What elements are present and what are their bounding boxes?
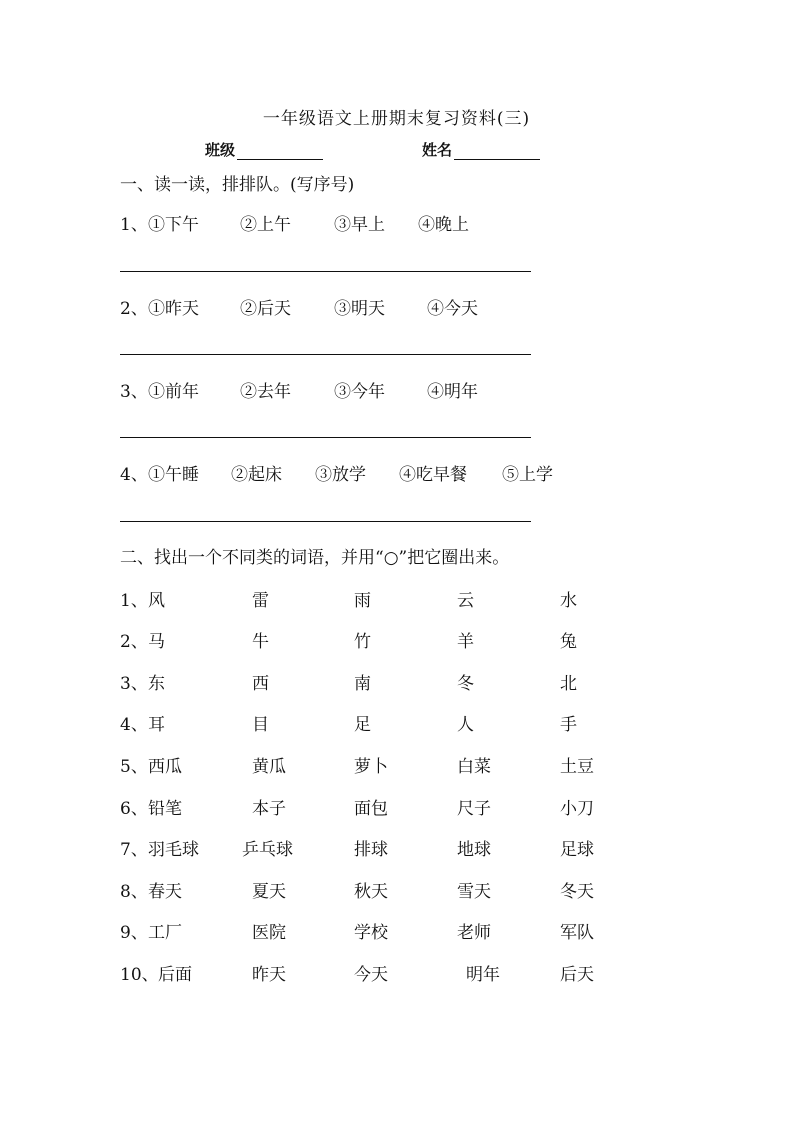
row-number: 8、 bbox=[120, 882, 148, 902]
word: 北 bbox=[560, 674, 577, 694]
word: 地球 bbox=[457, 840, 491, 860]
order-option: ②上午 bbox=[240, 215, 291, 235]
word: 牛 bbox=[252, 632, 269, 652]
order-option: ④晚上 bbox=[418, 215, 469, 235]
order-option: ①前年 bbox=[148, 382, 199, 402]
word: 雪天 bbox=[457, 882, 491, 902]
word: 萝卜 bbox=[354, 757, 388, 777]
word: 昨天 bbox=[252, 965, 286, 985]
word: 西 bbox=[252, 674, 269, 694]
order-option: ③放学 bbox=[315, 465, 366, 485]
answer-line bbox=[120, 271, 531, 272]
order-option: ④吃早餐 bbox=[399, 465, 467, 485]
word: 军队 bbox=[560, 923, 594, 943]
word: 云 bbox=[457, 591, 474, 611]
word: 后面 bbox=[158, 965, 192, 985]
word: 南 bbox=[354, 674, 371, 694]
word: 雷 bbox=[252, 591, 269, 611]
word: 老师 bbox=[457, 923, 491, 943]
order-option: ④明年 bbox=[427, 382, 478, 402]
word: 小刀 bbox=[560, 799, 594, 819]
word: 雨 bbox=[354, 591, 371, 611]
word: 东 bbox=[148, 674, 165, 694]
order-option: ②后天 bbox=[240, 299, 291, 319]
word: 足球 bbox=[560, 840, 594, 860]
order-option: ③明天 bbox=[334, 299, 385, 319]
order-option: ①下午 bbox=[148, 215, 199, 235]
row-number: 4、 bbox=[120, 715, 148, 735]
word: 黄瓜 bbox=[252, 757, 286, 777]
word: 冬 bbox=[457, 674, 474, 694]
word: 西瓜 bbox=[148, 757, 182, 777]
name-label: 姓名 bbox=[422, 141, 453, 159]
answer-line bbox=[120, 354, 531, 355]
order-option: ②起床 bbox=[231, 465, 282, 485]
section1-heading: 一、读一读，排排队。(写序号) bbox=[120, 175, 355, 195]
word: 明年 bbox=[466, 965, 500, 985]
order-option: ②去年 bbox=[240, 382, 291, 402]
row-number: 5、 bbox=[120, 757, 148, 777]
word: 学校 bbox=[354, 923, 388, 943]
word: 手 bbox=[560, 715, 577, 735]
order-option: ①昨天 bbox=[148, 299, 199, 319]
answer-line bbox=[120, 521, 531, 522]
question-number: 3、 bbox=[120, 382, 148, 402]
word: 足 bbox=[354, 715, 371, 735]
word: 水 bbox=[560, 591, 577, 611]
order-option: ③今年 bbox=[334, 382, 385, 402]
word: 马 bbox=[148, 632, 165, 652]
word: 羊 bbox=[457, 632, 474, 652]
page-title: 一年级语文上册期末复习资料(三) bbox=[262, 109, 531, 129]
row-number: 2、 bbox=[120, 632, 148, 652]
word: 羽毛球 bbox=[148, 840, 199, 860]
word: 土豆 bbox=[560, 757, 594, 777]
word: 冬天 bbox=[560, 882, 594, 902]
word: 今天 bbox=[354, 965, 388, 985]
order-option: ⑤上学 bbox=[502, 465, 553, 485]
word: 兔 bbox=[560, 632, 577, 652]
word: 本子 bbox=[252, 799, 286, 819]
word: 尺子 bbox=[457, 799, 491, 819]
class-blank-line bbox=[237, 143, 323, 160]
word: 乒乓球 bbox=[242, 840, 293, 860]
row-number: 1、 bbox=[120, 591, 148, 611]
name-blank-line bbox=[454, 143, 540, 160]
word: 竹 bbox=[354, 632, 371, 652]
word: 医院 bbox=[252, 923, 286, 943]
order-option: ④今天 bbox=[427, 299, 478, 319]
answer-line bbox=[120, 437, 531, 438]
word: 夏天 bbox=[252, 882, 286, 902]
word: 铅笔 bbox=[148, 799, 182, 819]
name-field bbox=[422, 139, 540, 160]
word: 春天 bbox=[148, 882, 182, 902]
row-number: 7、 bbox=[120, 840, 148, 860]
word: 后天 bbox=[560, 965, 594, 985]
row-number: 10、 bbox=[120, 965, 159, 985]
word: 人 bbox=[457, 715, 474, 735]
class-field bbox=[205, 139, 323, 160]
class-label: 班级 bbox=[205, 141, 236, 159]
row-number: 9、 bbox=[120, 923, 148, 943]
question-number: 4、 bbox=[120, 465, 148, 485]
word: 耳 bbox=[148, 715, 165, 735]
word: 工厂 bbox=[148, 923, 182, 943]
word: 排球 bbox=[354, 840, 388, 860]
word: 目 bbox=[252, 715, 269, 735]
section2-heading: 二、找出一个不同类的词语，并用“○”把它圈出来。 bbox=[120, 548, 510, 568]
question-number: 2、 bbox=[120, 299, 148, 319]
word: 面包 bbox=[354, 799, 388, 819]
row-number: 3、 bbox=[120, 674, 148, 694]
order-option: ③早上 bbox=[334, 215, 385, 235]
word: 风 bbox=[148, 591, 165, 611]
word: 白菜 bbox=[457, 757, 491, 777]
order-option: ①午睡 bbox=[148, 465, 199, 485]
row-number: 6、 bbox=[120, 799, 148, 819]
word: 秋天 bbox=[354, 882, 388, 902]
question-number: 1、 bbox=[120, 215, 148, 235]
